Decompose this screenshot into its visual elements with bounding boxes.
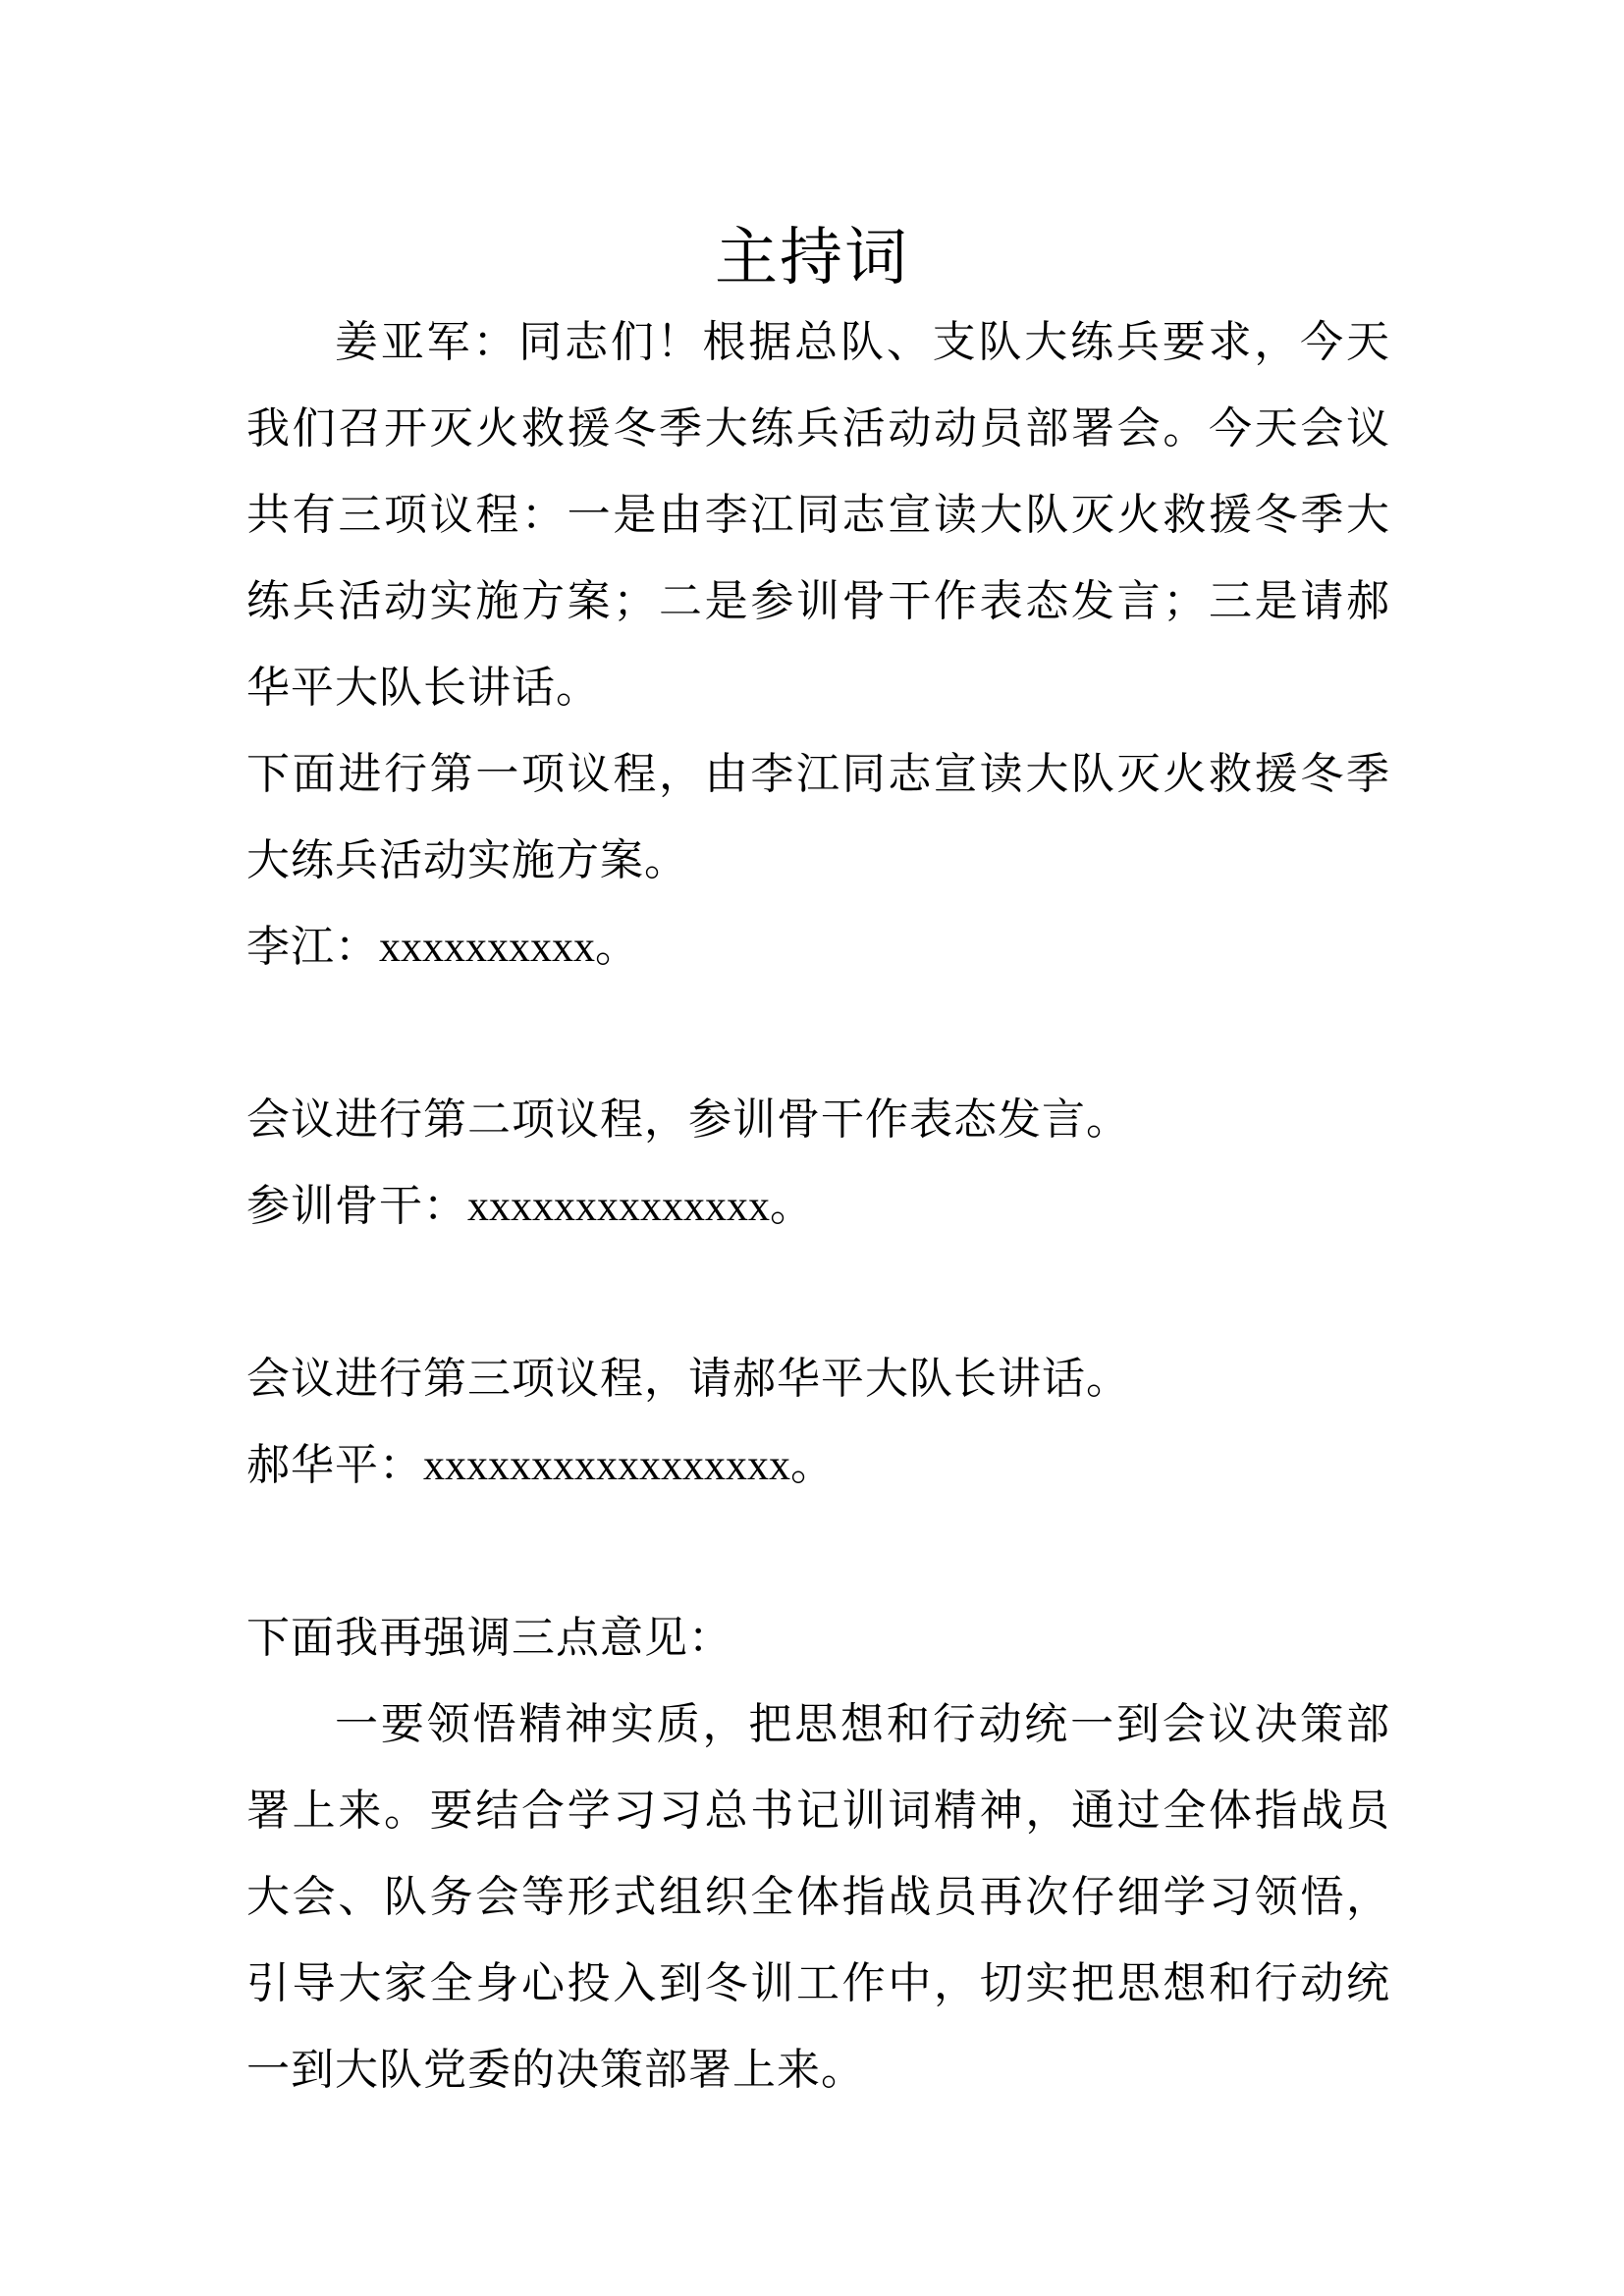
agenda-item-3: 会议进行第三项议程，请郝华平大队长讲话。 xyxy=(246,1354,1130,1404)
speaker-name: 参训骨干： xyxy=(246,1181,467,1231)
speaker-text: xxxxxxxxxxxxxxxxx xyxy=(423,1441,790,1489)
speaker-name: 郝华平： xyxy=(246,1440,423,1490)
document-body xyxy=(246,299,1390,2113)
blank-line xyxy=(246,1509,1390,1595)
speaker-line-3 xyxy=(246,1422,1390,1509)
speaker-end: 。 xyxy=(595,922,639,972)
agenda-item-1: 下面进行第一项议程，由李江同志宣读大队灭火救援冬季大练兵活动实施方案。 xyxy=(246,749,1390,885)
speaker-line-2 xyxy=(246,1163,1390,1250)
agenda-item-2: 会议进行第二项议程，参训骨干作表态发言。 xyxy=(246,1095,1130,1145)
point-1-paragraph: 一要领悟精神实质，把思想和行动统一到会议决策部署上来。要结合学习习总书记训词精神，通过全体指战员大会、队务会等形式组织全体指战员再次仔细学习领悟，引导大家全身心投入到冬训工作中，切实把思想和行动统一到大队党委的决策部署上来。 xyxy=(246,1699,1390,2095)
opening-paragraph: 姜亚军：同志们！根据总队、支队大练兵要求，今天我们召开灭火救援冬季大练兵活动动员部署会。今天会议共有三项议程：一是由李江同志宣读大队灭火救援冬季大练兵活动实施方案；二是参训骨干作表态发言；三是请郝华平大队长讲话。 xyxy=(246,317,1390,713)
speaker-text: xxxxxxxxxx xyxy=(379,923,595,971)
speaker-text: xxxxxxxxxxxxxx xyxy=(467,1182,770,1230)
blank-line xyxy=(246,990,1390,1077)
speaker-name: 李江： xyxy=(246,922,379,972)
speaker-end: 。 xyxy=(770,1181,814,1231)
document-title: 主持词 xyxy=(715,222,909,294)
blank-line xyxy=(246,1250,1390,1336)
speaker-end: 。 xyxy=(790,1440,835,1490)
speaker-line-1 xyxy=(246,904,1390,990)
emphasis-intro: 下面我再强调三点意见： xyxy=(246,1613,732,1663)
